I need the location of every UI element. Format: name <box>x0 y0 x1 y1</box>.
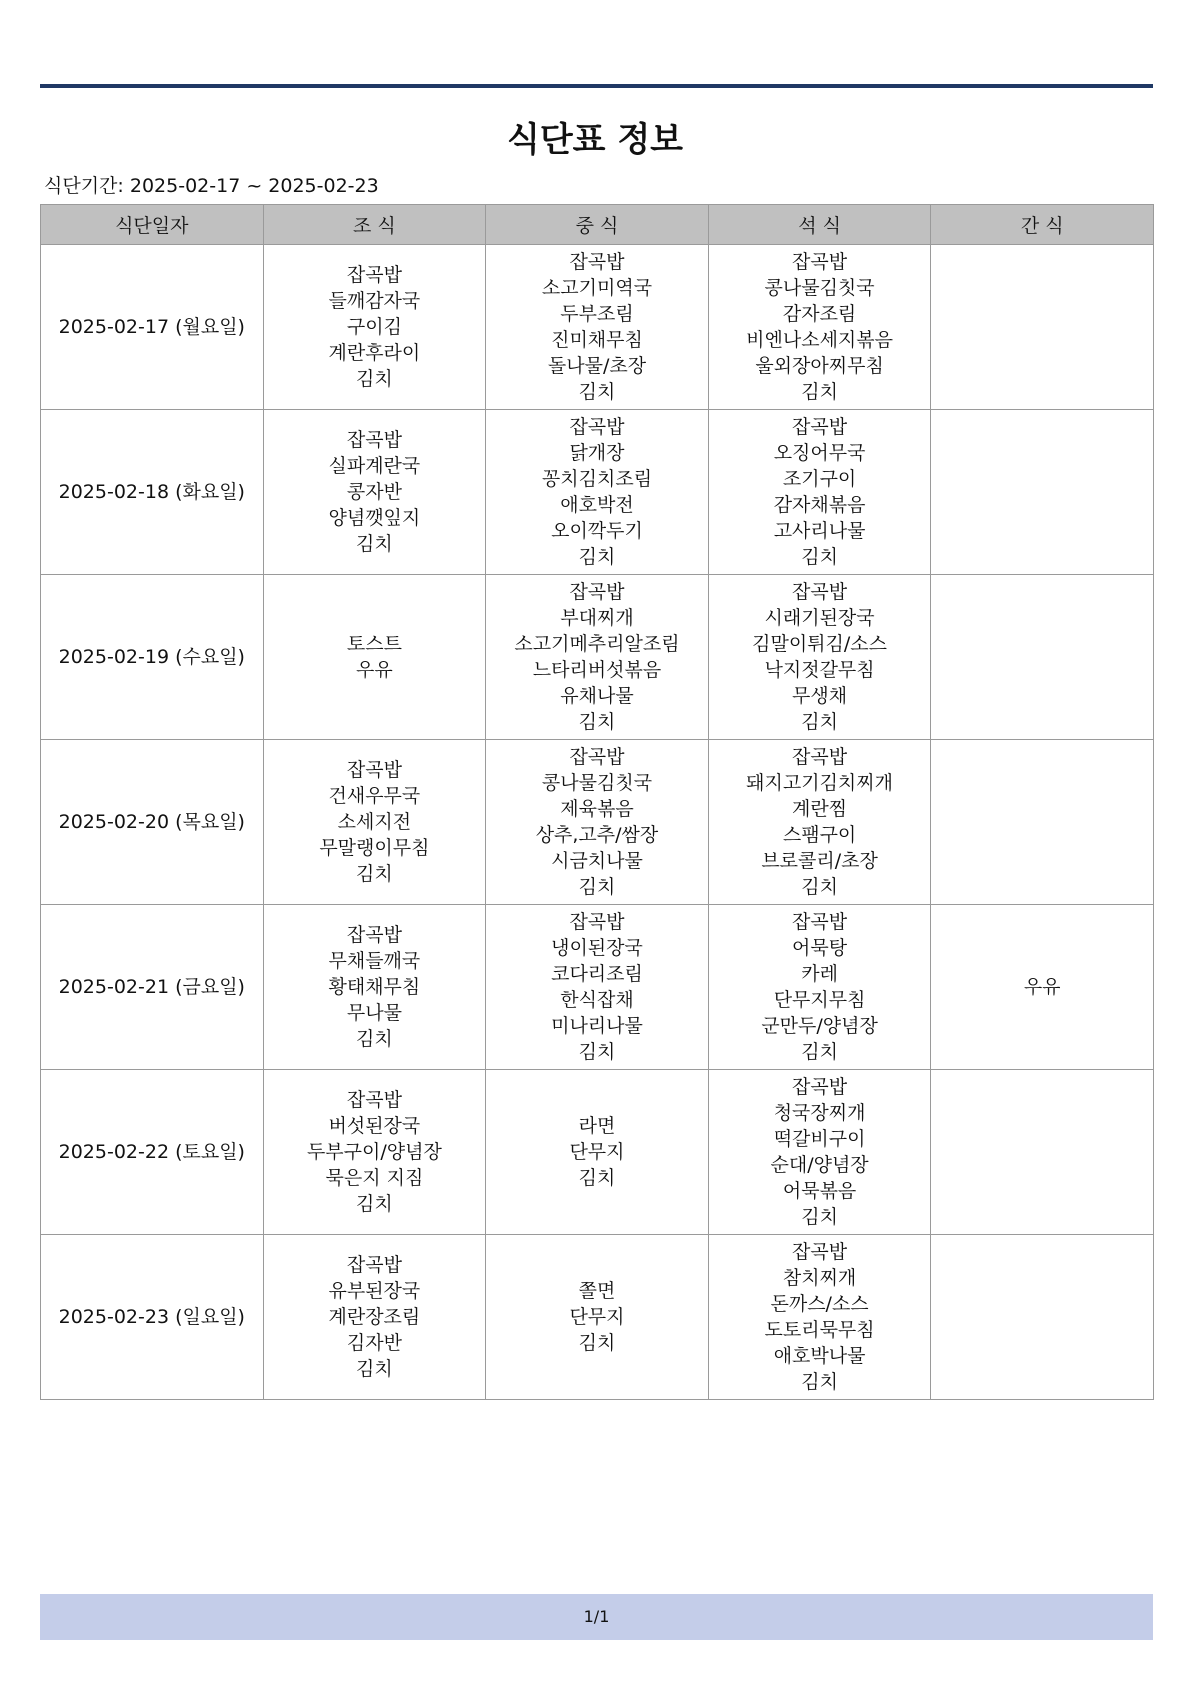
dish-item: 들깨감자국 <box>328 290 421 312</box>
dish-item: 제육볶음 <box>560 798 634 820</box>
dish-item: 무생채 <box>792 685 848 707</box>
dish-item: 단무지 <box>569 1306 625 1328</box>
dinner-cell <box>708 1235 931 1400</box>
lunch-cell <box>486 410 709 575</box>
dish-item: 황태채무침 <box>328 976 421 998</box>
dish-item: 잡곡밥 <box>792 251 848 273</box>
dish-item: 잡곡밥 <box>569 746 625 768</box>
table-header-row <box>41 205 1154 245</box>
dish-item: 한식잡채 <box>560 989 634 1011</box>
dish-item: 상추,고추/쌈장 <box>535 824 659 846</box>
dish-item: 김치 <box>578 1332 616 1354</box>
dish-item: 우유 <box>356 659 393 681</box>
snack-cell <box>931 905 1154 1070</box>
header-snack: 간 식 <box>931 205 1154 245</box>
dish-item: 김치 <box>578 1167 616 1189</box>
table-row <box>41 740 1154 905</box>
dish-item: 계란찜 <box>792 798 848 820</box>
page-number: 1/1 <box>583 1607 610 1626</box>
dish-item: 김치 <box>356 533 393 555</box>
lunch-cell <box>486 1070 709 1235</box>
dish-item: 잡곡밥 <box>792 746 848 768</box>
dish-item: 김치 <box>578 546 616 568</box>
breakfast-cell <box>263 1235 486 1400</box>
dish-item: 돈까스/소스 <box>770 1293 869 1315</box>
dish-item: 카레 <box>801 963 838 985</box>
dish-item: 건새우무국 <box>328 785 421 807</box>
dinner-cell <box>708 410 931 575</box>
lunch-cell <box>486 905 709 1070</box>
dish-item: 두부조림 <box>560 303 634 325</box>
snack-cell <box>931 1235 1154 1400</box>
snack-cell <box>931 245 1154 410</box>
dish-item: 감자조림 <box>782 303 857 325</box>
header-date: 식단일자 <box>41 205 264 245</box>
dish-item: 김치 <box>801 546 838 568</box>
dish-item: 꽁치김치조림 <box>541 468 653 490</box>
dish-item: 잡곡밥 <box>792 1241 848 1263</box>
dish-item: 잡곡밥 <box>346 264 402 286</box>
dish-item: 김치 <box>578 876 616 898</box>
date-cell: 2025-02-23 (일요일) <box>41 1235 264 1400</box>
dish-item: 김치 <box>801 876 838 898</box>
date-cell: 2025-02-22 (토요일) <box>41 1070 264 1235</box>
dish-item: 김치 <box>356 863 393 885</box>
dish-item: 유부된장국 <box>328 1280 421 1302</box>
dinner-cell <box>708 740 931 905</box>
dish-item: 잡곡밥 <box>346 1089 402 1111</box>
dish-item: 시금치나물 <box>551 850 643 872</box>
table-row <box>41 245 1154 410</box>
snack-cell <box>931 1070 1154 1235</box>
dish-item: 김치 <box>801 1041 838 1063</box>
date-cell: 2025-02-18 (화요일) <box>41 410 264 575</box>
dish-item: 무채들깨국 <box>328 950 421 972</box>
dish-item: 잡곡밥 <box>346 1254 402 1276</box>
dish-item: 계란장조림 <box>328 1306 421 1328</box>
dish-item: 잡곡밥 <box>346 924 402 946</box>
dish-item: 김치 <box>801 1206 838 1228</box>
dish-item: 잡곡밥 <box>792 581 848 603</box>
dish-item: 버섯된장국 <box>328 1115 421 1137</box>
dish-item: 잡곡밥 <box>346 759 402 781</box>
dish-item: 느타리버섯볶음 <box>532 659 662 681</box>
dish-item: 잡곡밥 <box>569 416 625 438</box>
snack-cell <box>931 740 1154 905</box>
dish-item: 시래기된장국 <box>764 607 875 629</box>
dish-item: 오이깍두기 <box>551 520 643 542</box>
date-cell: 2025-02-19 (수요일) <box>41 575 264 740</box>
breakfast-cell <box>263 410 486 575</box>
dish-item: 애호박나물 <box>773 1345 866 1367</box>
dish-item: 김치 <box>578 1041 616 1063</box>
dish-item: 애호박전 <box>560 494 634 516</box>
dish-item: 단무지무침 <box>773 989 866 1011</box>
dish-item: 떡갈비구이 <box>773 1128 866 1150</box>
dish-item: 어묵탕 <box>792 937 848 959</box>
breakfast-cell <box>263 575 486 740</box>
dish-item: 김치 <box>801 1371 838 1393</box>
dish-item: 돼지고기김치찌개 <box>746 772 893 794</box>
dish-item: 소세지전 <box>337 811 412 833</box>
table-row <box>41 1235 1154 1400</box>
dish-item: 조기구이 <box>782 468 857 490</box>
lunch-cell <box>486 575 709 740</box>
dish-item: 김치 <box>356 1193 393 1215</box>
dish-item: 쫄면 <box>578 1280 616 1302</box>
dish-item: 군만두/양념장 <box>761 1015 878 1037</box>
dinner-cell <box>708 1070 931 1235</box>
dish-item: 토스트 <box>346 633 402 655</box>
dish-item: 김치 <box>578 381 616 403</box>
dish-item: 감자채볶음 <box>773 494 866 516</box>
dish-item: 어묵볶음 <box>782 1180 857 1202</box>
dish-item: 돌나물/초장 <box>547 355 647 377</box>
table-body <box>41 245 1154 1400</box>
dish-item: 김치 <box>801 711 838 733</box>
date-cell: 2025-02-21 (금요일) <box>41 905 264 1070</box>
dish-item: 김치 <box>801 381 838 403</box>
dish-item: 구이김 <box>346 316 402 338</box>
dish-item: 도토리묵무침 <box>764 1319 875 1341</box>
dish-item: 무나물 <box>346 1002 402 1024</box>
dish-item: 비엔나소세지볶음 <box>746 329 893 351</box>
dish-item: 콩자반 <box>346 481 402 503</box>
dish-item: 콩나물김칫국 <box>541 772 653 794</box>
date-cell: 2025-02-20 (목요일) <box>41 740 264 905</box>
dish-item: 계란후라이 <box>328 342 421 364</box>
dish-item: 묵은지 지짐 <box>325 1167 424 1189</box>
header-lunch: 중 식 <box>486 205 709 245</box>
dish-item: 진미채무침 <box>551 329 643 351</box>
table-row <box>41 575 1154 740</box>
dish-item: 참치찌개 <box>782 1267 857 1289</box>
dish-item: 라면 <box>578 1115 616 1137</box>
dish-item: 콩나물김칫국 <box>764 277 875 299</box>
dinner-cell <box>708 575 931 740</box>
breakfast-cell <box>263 245 486 410</box>
dish-item: 김자반 <box>346 1332 402 1354</box>
table-row <box>41 410 1154 575</box>
dish-item: 김치 <box>578 711 616 733</box>
dish-item: 고사리나물 <box>773 520 866 542</box>
breakfast-cell <box>263 1070 486 1235</box>
dish-item: 잡곡밥 <box>792 1076 848 1098</box>
header-breakfast: 조 식 <box>263 205 486 245</box>
dish-item: 양념깻잎지 <box>328 507 421 529</box>
date-cell: 2025-02-17 (월요일) <box>41 245 264 410</box>
dish-item: 낙지젓갈무침 <box>764 659 875 681</box>
dish-item: 순대/양념장 <box>770 1154 869 1176</box>
dish-item: 단무지 <box>569 1141 625 1163</box>
dish-item: 소고기메추리알조림 <box>514 633 680 655</box>
dish-item: 브로콜리/초장 <box>761 850 878 872</box>
dish-item: 미나리나물 <box>551 1015 643 1037</box>
dish-item: 닭개장 <box>569 442 625 464</box>
dish-item: 잡곡밥 <box>792 416 848 438</box>
dish-item: 김치 <box>356 368 393 390</box>
dish-item: 소고기미역국 <box>541 277 653 299</box>
dish-item: 두부구이/양념장 <box>306 1141 442 1163</box>
dish-item: 스팸구이 <box>782 824 857 846</box>
dish-item: 실파계란국 <box>328 455 421 477</box>
footer-bar <box>40 1594 1153 1640</box>
header-dinner: 석 식 <box>708 205 931 245</box>
dinner-cell <box>708 245 931 410</box>
page-title: 식단표 정보 <box>506 120 684 160</box>
dinner-cell <box>708 905 931 1070</box>
dish-item: 잡곡밥 <box>346 429 402 451</box>
lunch-cell <box>486 1235 709 1400</box>
breakfast-cell <box>263 740 486 905</box>
dish-item: 김치 <box>356 1358 393 1380</box>
snack-cell <box>931 575 1154 740</box>
top-rule <box>40 84 1153 88</box>
dish-item: 부대찌개 <box>560 607 634 629</box>
dish-item: 유채나물 <box>560 685 634 707</box>
snack-cell <box>931 410 1154 575</box>
dish-item: 코다리조림 <box>551 963 643 985</box>
dish-item: 무말랭이무침 <box>319 837 430 859</box>
dish-item: 울외장아찌무침 <box>755 355 884 377</box>
breakfast-cell <box>263 905 486 1070</box>
dish-item: 우유 <box>1023 976 1061 998</box>
lunch-cell <box>486 740 709 905</box>
dish-item: 김말이튀김/소스 <box>752 633 888 655</box>
table-row <box>41 1070 1154 1235</box>
table-row <box>41 905 1154 1070</box>
dish-item: 청국장찌개 <box>773 1102 866 1124</box>
meal-table <box>40 204 1154 1400</box>
meal-period: 식단기간: 2025-02-17 ~ 2025-02-23 <box>44 175 379 197</box>
dish-item: 잡곡밥 <box>569 911 625 933</box>
dish-item: 김치 <box>356 1028 393 1050</box>
dish-item: 잡곡밥 <box>569 251 625 273</box>
dish-item: 냉이된장국 <box>551 937 643 959</box>
dish-item: 잡곡밥 <box>569 581 625 603</box>
dish-item: 오징어무국 <box>773 442 866 464</box>
lunch-cell <box>486 245 709 410</box>
dish-item: 잡곡밥 <box>792 911 848 933</box>
